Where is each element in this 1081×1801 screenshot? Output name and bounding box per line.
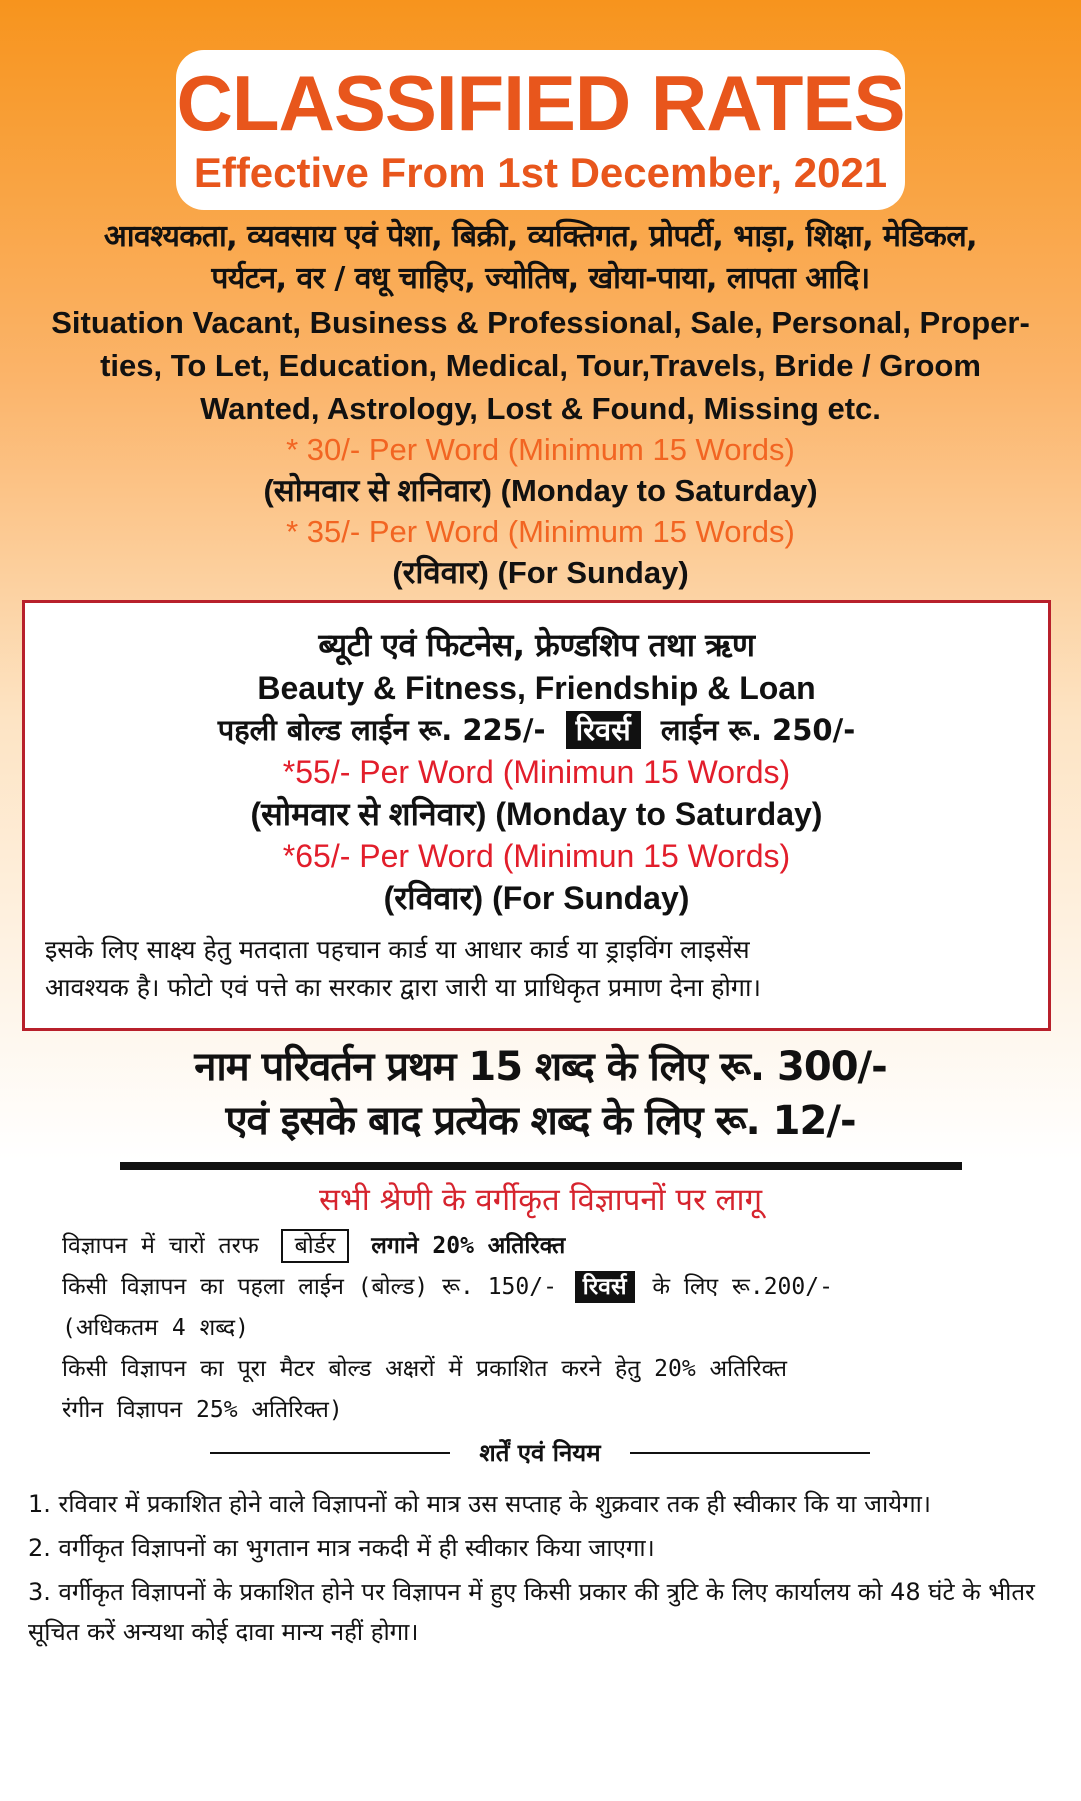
- sunday-label: (रविवार) (For Sunday): [392, 555, 689, 590]
- special-english-heading: Beauty & Fitness, Friendship & Loan: [257, 670, 816, 706]
- first-line-rate: [62, 1267, 1052, 1308]
- english-categories-line-2: ties, To Let, Education, Medical, Tour,Travels, Bride / Groom: [100, 348, 981, 383]
- title-box: [176, 50, 905, 210]
- special-sunday-rate: *65/- Per Word (Minimun 15 Words): [282, 838, 791, 874]
- reverse-line-text: लाईन रू. 250/-: [660, 713, 856, 747]
- name-change-line-2: एवं इसके बाद प्रत्येक शब्द के लिए रू. 12/-: [225, 1098, 856, 1144]
- applies-all-list: [62, 1226, 1052, 1431]
- bold-matter-surcharge: किसी विज्ञापन का पूरा मैटर बोल्ड अक्षरों में प्रकाशित करने हेतु 20% अतिरिक्त: [62, 1356, 788, 1382]
- name-change-line-1: नाम परिवर्तन प्रथम 15 शब्द के लिए रू. 300/-: [194, 1044, 887, 1090]
- terms-item-2: 2. वर्गीकृत विज्ञापनों का भुगतान मात्र नकदी में ही स्वीकार किया जाएगा।: [28, 1534, 655, 1562]
- terms-heading-row: [210, 1436, 870, 1469]
- special-category-box: [22, 600, 1051, 1031]
- effective-date: Effective From 1st December, 2021: [193, 149, 888, 196]
- terms-item-1: 1. रविवार में प्रकाशित होने वाले विज्ञापनों को मात्र उस सप्ताह के शुक्रवार तक ही स्वीकार कि या जायेगा।: [28, 1490, 931, 1518]
- border-surcharge: [62, 1226, 1052, 1267]
- terms-rule-left: [210, 1452, 450, 1454]
- first-line-suffix: के लिए रू.200/-: [652, 1274, 833, 1300]
- reverse-badge: रिवर्स: [566, 711, 641, 749]
- sunday-rate: * 35/- Per Word (Minimum 15 Words): [286, 514, 795, 549]
- special-hindi-heading: ब्यूटी एवं फिटनेस, फ्रेण्डशिप तथा ऋण: [318, 626, 755, 664]
- id-proof-note: [25, 931, 1048, 1007]
- weekday-rate: * 30/- Per Word (Minimum 15 Words): [286, 432, 795, 467]
- id-proof-note-line-2: आवश्यक है। फोटो एवं पत्ते का सरकार द्वारा जारी या प्राधिकृत प्रमाण देना होगा।: [45, 973, 761, 1002]
- terms-item-3: 3. वर्गीकृत विज्ञापनों के प्रकाशित होने पर विज्ञापन में हुए किसी प्रकार की त्रुटि के लिए कार्यालय को 48 घंटे के भीतर सूचित करें अन्यथा कोई दावा मान्य नहीं होगा।: [28, 1578, 1035, 1646]
- special-weekday-rate: *55/- Per Word (Minimun 15 Words): [282, 754, 791, 790]
- hindi-categories-line-2: पर्यटन, वर / वधू चाहिए, ज्योतिष, खोया-पाया, लापता आदि।: [211, 261, 870, 296]
- bold-line-text: पहली बोल्ड लाईन रू. 225/-: [217, 713, 546, 747]
- border-sample: बोर्डर: [281, 1229, 350, 1263]
- terms-list: [28, 1484, 1058, 1656]
- page-title: CLASSIFIED RATES: [176, 59, 905, 147]
- terms-heading: शर्तें एवं नियम: [469, 1439, 610, 1467]
- general-rates-section: [20, 216, 1061, 593]
- special-sunday-label: (रविवार) (For Sunday): [383, 880, 690, 916]
- max-words: (अधिकतम 4 शब्द): [62, 1315, 249, 1341]
- weekday-label: (सोमवार से शनिवार) (Monday to Saturday): [263, 473, 818, 508]
- english-categories-line-1: Situation Vacant, Business & Professional, Sale, Personal, Proper-: [51, 305, 1030, 340]
- divider-rule: [120, 1162, 962, 1170]
- bold-line-rate: [25, 709, 1048, 751]
- terms-rule-right: [630, 1452, 870, 1454]
- color-ad-surcharge: रंगीन विज्ञापन 25% अतिरिक्त): [62, 1397, 343, 1423]
- special-weekday-label: (सोमवार से शनिवार) (Monday to Saturday): [250, 796, 823, 832]
- hindi-categories-line-1: आवश्यकता, व्यवसाय एवं पेशा, बिक्री, व्यक्तिगत, प्रोपर्टी, भाड़ा, शिक्षा, मेडिकल,: [103, 219, 978, 254]
- first-line-reverse-badge: रिवर्स: [575, 1271, 635, 1303]
- applies-all-heading: सभी श्रेणी के वर्गीकृत विज्ञापनों पर लागू: [318, 1182, 763, 1218]
- border-prefix: विज्ञापन में चारों तरफ: [62, 1233, 259, 1259]
- first-line-prefix: किसी विज्ञापन का पहला लाईन (बोल्ड) रू. 150/-: [62, 1274, 557, 1300]
- border-suffix: लगाने 20% अतिरिक्त: [371, 1233, 566, 1259]
- name-change-rates: [20, 1040, 1061, 1148]
- id-proof-note-line-1: इसके लिए साक्ष्य हेतु मतदाता पहचान कार्ड या आधार कार्ड या ड्राइविंग लाइसेंस: [45, 935, 750, 964]
- english-categories-line-3: Wanted, Astrology, Lost & Found, Missing etc.: [200, 391, 881, 426]
